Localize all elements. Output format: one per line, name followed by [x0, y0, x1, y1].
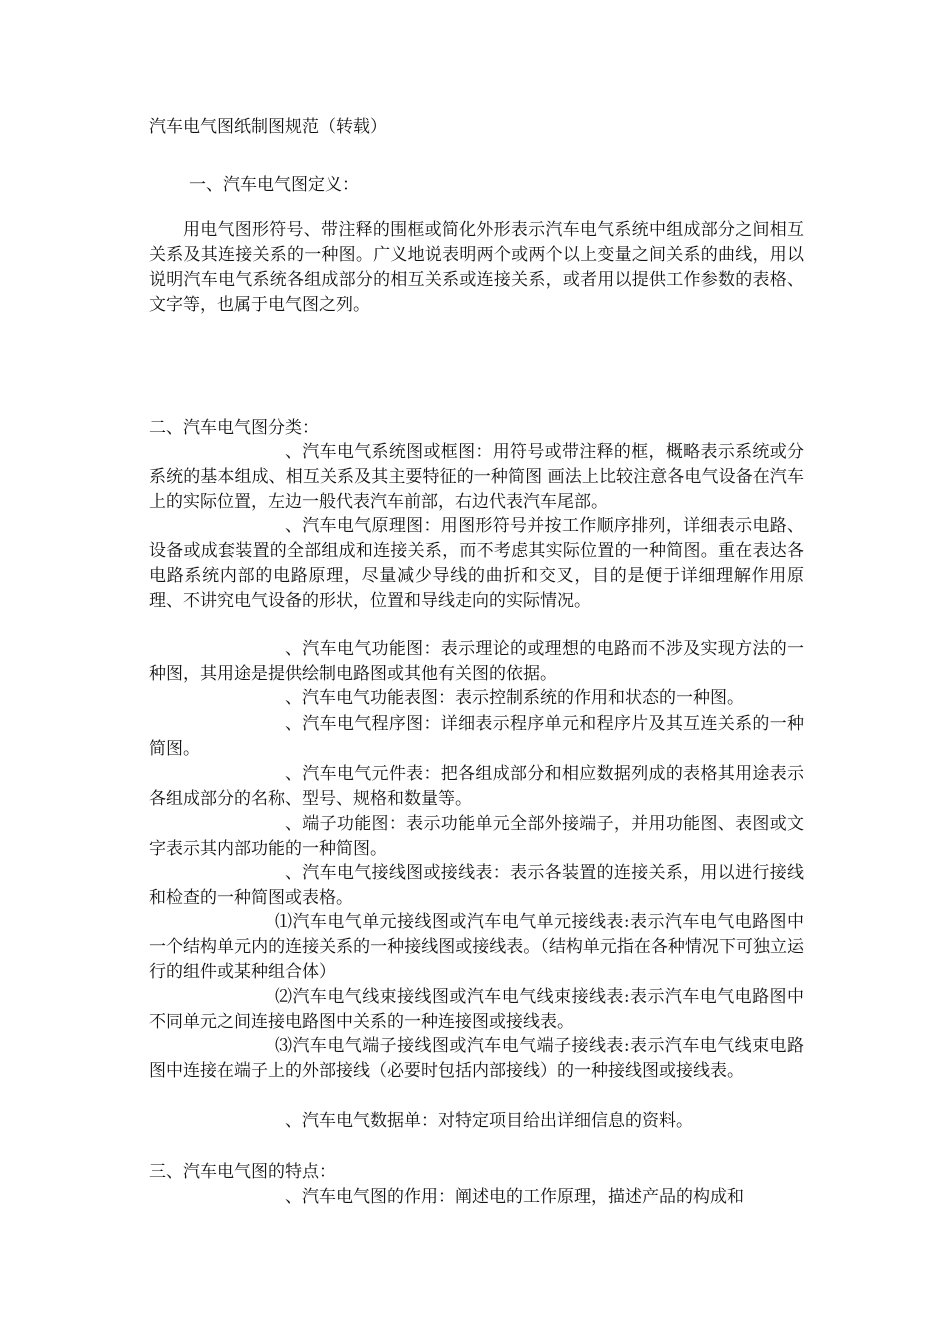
document-title: 汽车电气图纸制图规范（转载） [149, 117, 387, 137]
sub-list-item: ⑵汽车电气线束接线图或汽车电气线束接线表:表示汽车电气电路图中不同单元之间连接电路图中关系的一种连接图或接线表。 [149, 987, 804, 1032]
list-item: 、汽车电气功能图：表示理论的或理想的电路而不涉及实现方法的一种图，其用途是提供绘制电路图或其他有关图的依据。 [149, 639, 804, 684]
sub-list-item: ⑴汽车电气单元接线图或汽车电气单元接线表:表示汽车电气电路图中一个结构单元内的连接关系的一种接线图或接线表。（结构单元指在各种情况下可独立运行的组件或某种组合体） [149, 912, 804, 982]
list-item: 、端子功能图：表示功能单元全部外接端子，并用功能图、表图或文字表示其内部功能的一种简图。 [149, 814, 804, 859]
section-2-heading: 二、汽车电气图分类： [149, 418, 319, 438]
list-item: 、汽车电气系统图或框图：用符号或带注释的框，概略表示系统或分系统的基本组成、相互关系及其主要特征的一种简图 画法上比较注意各电气设备在汽车上的实际位置，左边一般代表汽车前部，右边代表汽车尾部。 [149, 442, 804, 512]
list-item: 、汽车电气图的作用：阐述电的工作原理，描述产品的构成和 [285, 1187, 744, 1207]
list-item: 、汽车电气元件表：把各组成部分和相应数据列成的表格其用途表示各组成部分的名称、型号、规格和数量等。 [149, 764, 804, 809]
list-item: 、汽车电气程序图：详细表示程序单元和程序片及其互连关系的一种简图。 [149, 714, 804, 759]
list-item: 、汽车电气数据单：对特定项目给出详细信息的资料。 [285, 1111, 693, 1131]
list-item: 、汽车电气功能表图：表示控制系统的作用和状态的一种图。 [285, 688, 744, 708]
sub-list-item: ⑶汽车电气端子接线图或汽车电气端子接线表:表示汽车电气线束电路图中连接在端子上的外部接线（必要时包括内部接线）的一种接线图或接线表。 [149, 1036, 804, 1081]
list-item: 、汽车电气原理图：用图形符号并按工作顺序排列，详细表示电路、设备或成套装置的全部组成和连接关系，而不考虑其实际位置的一种简图。重在表达各电路系统内部的电路原理，尽量减少导线的曲折和交叉，目的是便于详细理解作用原理、不讲究电气设备的形状，位置和导线走向的实际情况。 [149, 516, 804, 611]
section-1-body: 用电气图形符号、带注释的围框或简化外形表示汽车电气系统中组成部分之间相互关系及其连接关系的一种图。广义地说表明两个或两个以上变量之间关系的曲线，用以说明汽车电气系统各组成部分的相互关系或连接关系，或者用以提供工作参数的表格、文字等，也属于电气图之列。 [149, 220, 804, 315]
section-3-heading: 三、汽车电气图的特点： [149, 1162, 336, 1182]
list-item: 、汽车电气接线图或接线表：表示各装置的连接关系，用以进行接线和检查的一种简图或表格。 [149, 863, 804, 908]
section-1-heading: 一、汽车电气图定义： [189, 175, 359, 195]
